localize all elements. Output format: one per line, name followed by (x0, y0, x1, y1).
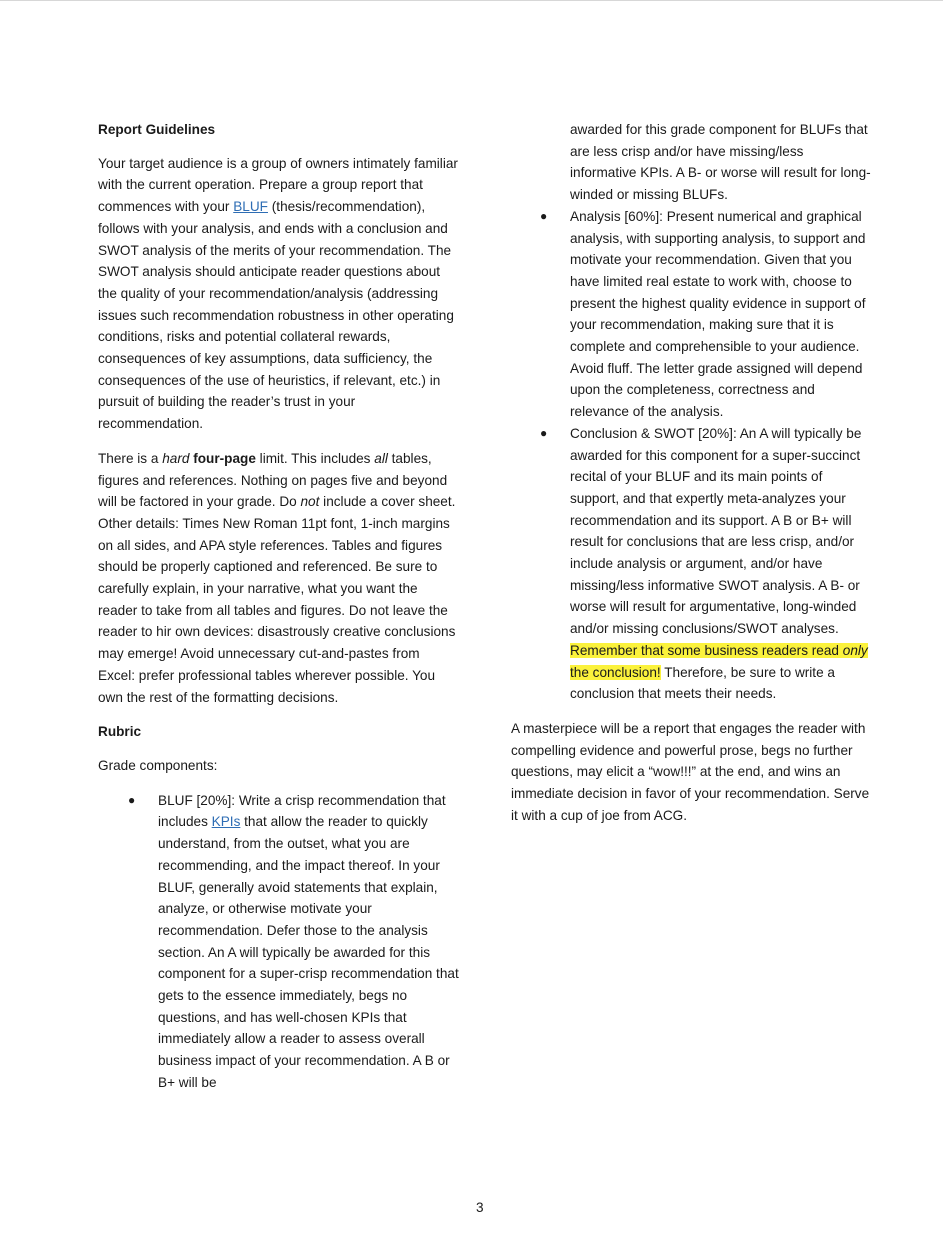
text-span: limit. This includes (255, 450, 375, 466)
emphasis-hard: hard (162, 450, 190, 466)
right-column (511, 119, 873, 827)
bluf-link[interactable]: BLUF (233, 199, 268, 215)
list-item-conclusion (540, 423, 873, 705)
text-span: include a cover sheet. Other details: Times New Roman 11pt font, 1-inch margins on all sides, and APA style references. Tables and figures should be properly captioned and referenced. Be sure to carefully explain, in your narrative, what you want the reader to take from all tables and figures. Do not leave the reader to hir own devices: disastrously creative conclusions may emerge! Avoid unnecessary cut-and-pastes from Excel: prefer professional tables wherever possible. You own the rest of the formatting decisions. (98, 494, 456, 705)
guidelines-paragraph-2 (98, 448, 460, 708)
text-span: awarded for this grade component for BLUFs that are less crisp and/or have missing/less informative KPIs. A B- or worse will result for long-winded or missing BLUFs. (570, 122, 871, 203)
emphasis-not: not (300, 494, 320, 510)
text-span: (thesis/recommendation), follows with your analysis, and ends with a conclusion and SWOT analysis of the merits of your recommendation. The SWOT analysis should anticipate reader questions about the quality of your recommendation/analysis (addressing issues such recommendation robustness in other operating conditions, risks and potential collateral rewards, consequences of key assumptions, data sufficiency, the consequences of the use of heuristics, if relevant, etc.) in pursuit of building the reader’s trust in your recommendation. (98, 199, 454, 432)
text-span: Remember that some business readers read (570, 642, 843, 658)
kpis-link[interactable]: KPIs (211, 814, 241, 830)
text-span: Conclusion & SWOT [20%]: An A will typically be awarded for this component for a super-succinct recital of your BLUF and its main points of support, and that expertly meta-analyzes your recommendation and its support. A B or B+ will result for conclusions that are less crisp, and/or include analysis or argument, and/or have missing/less informative SWOT analysis. A B- or worse will result for argumentative, long-winded and/or missing conclusions/SWOT analyses. (570, 425, 862, 637)
rubric-heading: Rubric (98, 724, 142, 740)
list-item-bluf (128, 790, 460, 1094)
page-top-border (0, 0, 943, 1)
emphasis-four-page: four-page (193, 450, 256, 466)
page-number: 3 (476, 1200, 484, 1215)
text-span: Therefore, be sure to write a conclusion that meets their needs. (570, 664, 835, 702)
text-span: There is a (98, 450, 163, 466)
emphasis-only: only (842, 642, 868, 658)
rubric-list-left (98, 790, 460, 1094)
text-span: Analysis [60%]: Present numerical and graphical analysis, with supporting analysis, to support and motivate your recommendation. Given that you have limited real estate to work with, choose to present the highest quality evidence in support of your recommendation, making sure that it is complete and comprehensible to your audience. Avoid fluff. The letter grade assigned will depend upon the completeness, correctness and relevance of the analysis. (570, 208, 866, 420)
text-span: Your target audience is a group of owners intimately familiar with the current operation. Prepare a group report that commences with your (98, 155, 458, 215)
grade-components-label: Grade components: (98, 757, 218, 773)
list-item-bluf-continued (570, 119, 873, 206)
text-span: the conclusion! (570, 664, 661, 680)
report-guidelines-heading: Report Guidelines (98, 122, 216, 137)
emphasis-all: all (374, 450, 388, 466)
bullet-icon: ● (540, 425, 548, 440)
rubric-list-right (511, 119, 873, 705)
text-span: tables, figures and references. Nothing on pages five and beyond will be factored in your grade. Do (98, 450, 448, 510)
left-column (98, 119, 460, 1094)
text-span: that allow the reader to quickly understand, from the outset, what you are recommending, and the impact thereof. In your BLUF, generally avoid statements that explain, analyze, or otherwise motivate your recommendation. Defer those to the analysis section. An A will typically be awarded for this component for a super-crisp recommendation that gets to the essence immediately, begs no questions, and has well-chosen KPIs that immediately allow a reader to assess overall business impact of your recommendation. A B or B+ will be (158, 814, 459, 1090)
masterpiece-paragraph: A masterpiece will be a report that engages the reader with compelling evidence and powerful prose, begs no further questions, may elicit a “wow!!!” at the end, and wins an immediate decision in favor of your recommendation. Serve it with a cup of joe from ACG. (511, 720, 870, 823)
list-item-analysis (540, 206, 873, 423)
text-span: BLUF [20%]: Write a crisp recommendation that includes (158, 792, 446, 830)
bullet-icon: ● (128, 792, 136, 807)
guidelines-paragraph-1 (98, 153, 460, 435)
bullet-icon: ● (540, 208, 548, 223)
